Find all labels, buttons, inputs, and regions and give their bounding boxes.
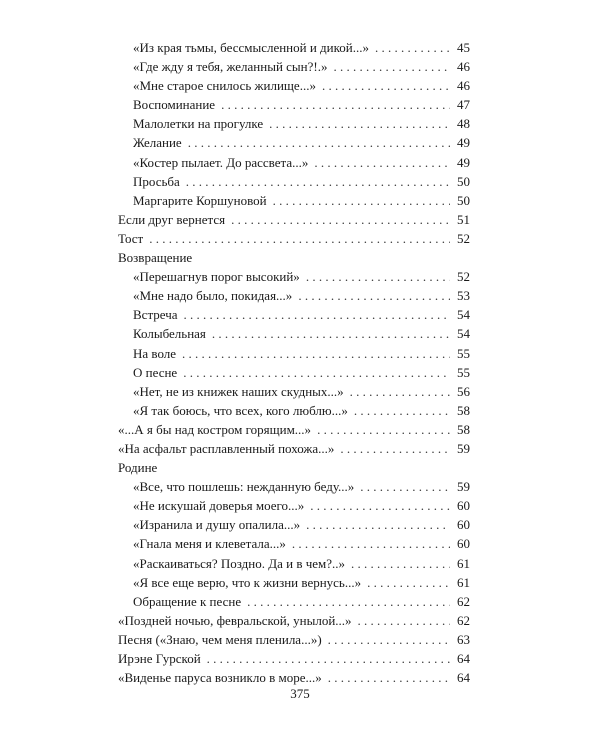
- toc-entry-title: «Раскаиваться? Поздно. Да и в чем?..»: [133, 555, 346, 571]
- toc-entry-title: «...А я бы над костром горящим...»: [118, 421, 312, 437]
- toc-entry-page: 55: [457, 364, 470, 380]
- toc-entry: [118, 515, 470, 534]
- toc-entry-title: «На асфальт расплавленный похожа...»: [118, 440, 335, 456]
- toc-entry: [118, 172, 470, 191]
- toc-leader-dots: [221, 95, 450, 114]
- toc-entry-page: 58: [457, 421, 470, 437]
- toc-leader-dots: [184, 305, 450, 324]
- toc-leader-dots: [333, 57, 450, 76]
- toc-leader-dots: [269, 114, 450, 133]
- toc-leader-dots: [231, 210, 450, 229]
- toc-entry: [118, 191, 470, 210]
- toc-entry-page: 46: [457, 78, 470, 94]
- toc-entry: [118, 420, 470, 439]
- toc-entry-page: 50: [457, 173, 470, 189]
- toc-entry-title: Песня («Знаю, чем меня пленила...»): [118, 631, 322, 647]
- toc-entry: [118, 229, 470, 248]
- toc-entry-page: 59: [457, 479, 470, 495]
- toc-leader-dots: [292, 534, 450, 553]
- toc-entry-page: 50: [457, 192, 470, 208]
- toc-entry-title: О песне: [133, 364, 178, 380]
- toc-leader-dots: [322, 76, 450, 95]
- toc-entry: [118, 114, 470, 133]
- toc-leader-dots: [310, 496, 450, 515]
- toc-entry-title: Если друг вернется: [118, 211, 226, 227]
- toc-entry: [118, 554, 470, 573]
- toc-entry-title: Просьба: [133, 173, 180, 189]
- toc-leader-dots: [328, 630, 450, 649]
- toc-entry: [118, 534, 470, 553]
- toc-entry: [118, 363, 470, 382]
- toc-entry-page: 61: [457, 555, 470, 571]
- toc-entry: [118, 133, 470, 152]
- toc-entry-title: Малолетки на прогулке: [133, 116, 264, 132]
- toc-entry-page: 46: [457, 59, 470, 75]
- toc-entry: [118, 668, 470, 687]
- toc-leader-dots: [273, 191, 450, 210]
- toc-entry-title: «Из края тьмы, бессмысленной и дикой...»: [133, 40, 369, 55]
- toc-leader-dots: [340, 439, 450, 458]
- toc-entry: [118, 38, 470, 57]
- toc-entry: [118, 401, 470, 420]
- toc-entry: [118, 439, 470, 458]
- toc-entry-title: Колыбельная: [133, 326, 206, 342]
- toc-entry-title: «Костер пылает. До рассвета...»: [133, 154, 309, 170]
- toc-leader-dots: [375, 38, 450, 57]
- toc-entry: [118, 477, 470, 496]
- toc-entry-title: «Перешагнув порог высокий»: [133, 269, 300, 285]
- toc-entry-page: 64: [457, 670, 470, 686]
- toc-entry: [118, 286, 470, 305]
- toc-leader-dots: [149, 229, 450, 248]
- toc-entry-title: Тост: [118, 230, 144, 246]
- toc-entry: [118, 57, 470, 76]
- toc-leader-dots: [298, 286, 450, 305]
- toc-leader-dots: [183, 363, 450, 382]
- toc-entry-title: Возвращение: [118, 250, 193, 266]
- toc-entry-page: 62: [457, 593, 470, 609]
- toc-entry-title: Воспоминание: [133, 97, 216, 113]
- toc-entry-page: 52: [457, 269, 470, 285]
- toc-entry-title: «Поздней ночью, февральской, унылой...»: [118, 612, 352, 628]
- toc-entry-title: «Все, что пошлешь: нежданную беду...»: [133, 479, 355, 495]
- toc-entry-page: 48: [457, 116, 470, 132]
- toc-leader-dots: [360, 477, 450, 496]
- toc-entry-page: 51: [457, 211, 470, 227]
- toc-entry: [118, 267, 470, 286]
- toc-entry: [118, 630, 470, 649]
- toc-entry: [118, 95, 470, 114]
- toc-leader-dots: [367, 573, 450, 592]
- toc-entry: [118, 76, 470, 95]
- toc-entry-page: 60: [457, 536, 470, 552]
- table-of-contents: [118, 38, 470, 687]
- toc-entry-page: 60: [457, 517, 470, 533]
- toc-entry-page: 63: [457, 631, 470, 647]
- toc-leader-dots: [182, 344, 450, 363]
- toc-entry-page: 53: [457, 288, 470, 304]
- toc-leader-dots: [354, 401, 450, 420]
- toc-entry-title: «Я так боюсь, что всех, кого люблю...»: [133, 402, 348, 418]
- toc-leader-dots: [306, 267, 450, 286]
- toc-entry: [118, 324, 470, 343]
- toc-entry-title: «Мне старое снилось жилище...»: [133, 78, 316, 94]
- toc-entry-page: 49: [457, 154, 470, 170]
- toc-entry: [118, 153, 470, 172]
- toc-leader-dots: [207, 649, 450, 668]
- toc-entry-title: Обращение к песне: [133, 593, 242, 609]
- toc-entry-title: «Я все еще верю, что к жизни вернусь...»: [133, 574, 362, 590]
- toc-entry-page: 47: [457, 97, 470, 113]
- toc-entry: [118, 573, 470, 592]
- toc-entry-title: Встреча: [133, 307, 178, 323]
- toc-entry-page: 54: [457, 307, 470, 323]
- toc-entry-title: Желание: [133, 135, 182, 151]
- toc-entry-title: «Изранила и душу опалила...»: [133, 517, 301, 533]
- toc-entry: [118, 649, 470, 668]
- toc-entry-page: 60: [457, 498, 470, 514]
- toc-leader-dots: [328, 668, 450, 687]
- toc-entry-title: Родине: [118, 460, 158, 476]
- toc-leader-dots: [358, 611, 450, 630]
- toc-leader-dots: [350, 382, 450, 401]
- toc-leader-dots: [188, 133, 450, 152]
- toc-leader-dots: [351, 554, 450, 573]
- toc-entry-title: «Не искушай доверья моего...»: [133, 498, 305, 514]
- toc-entry-title: «Виденье паруса возникло в море...»: [118, 670, 322, 686]
- toc-entry-title: «Где жду я тебя, желанный сын?!.»: [133, 59, 328, 75]
- toc-entry-page: 45: [457, 40, 470, 55]
- toc-entry-page: 62: [457, 612, 470, 628]
- toc-entry: [118, 496, 470, 515]
- toc-section-heading: [118, 248, 470, 267]
- toc-section-heading: [118, 458, 470, 477]
- toc-entry-title: «Нет, не из книжек наших скудных...»: [133, 383, 344, 399]
- toc-leader-dots: [306, 515, 450, 534]
- toc-entry-page: 64: [457, 651, 470, 666]
- toc-entry-title: «Мне надо было, покидая...»: [133, 288, 293, 304]
- toc-entry-page: 54: [457, 326, 470, 342]
- toc-entry: [118, 305, 470, 324]
- toc-entry-title: «Гнала меня и клеветала...»: [133, 536, 286, 552]
- page-number: 375: [290, 686, 310, 701]
- toc-leader-dots: [186, 172, 450, 191]
- toc-entry: [118, 210, 470, 229]
- toc-entry: [118, 382, 470, 401]
- toc-entry: [118, 592, 470, 611]
- toc-leader-dots: [317, 420, 450, 439]
- toc-entry: [118, 344, 470, 363]
- toc-leader-dots: [212, 324, 450, 343]
- toc-entry-page: 49: [457, 135, 470, 151]
- toc-entry-page: 61: [457, 574, 470, 590]
- toc-entry-page: 58: [457, 402, 470, 418]
- toc-entry-page: 56: [457, 383, 470, 399]
- toc-entry-title: Ирэне Гурской: [118, 651, 201, 666]
- toc-entry-page: 59: [457, 440, 470, 456]
- toc-entry-title: Маргарите Коршуновой: [133, 192, 267, 208]
- toc-entry: [118, 611, 470, 630]
- toc-leader-dots: [314, 153, 450, 172]
- toc-entry-page: 52: [457, 230, 470, 246]
- toc-leader-dots: [247, 592, 450, 611]
- toc-entry-title: На воле: [133, 345, 177, 361]
- toc-entry-page: 55: [457, 345, 470, 361]
